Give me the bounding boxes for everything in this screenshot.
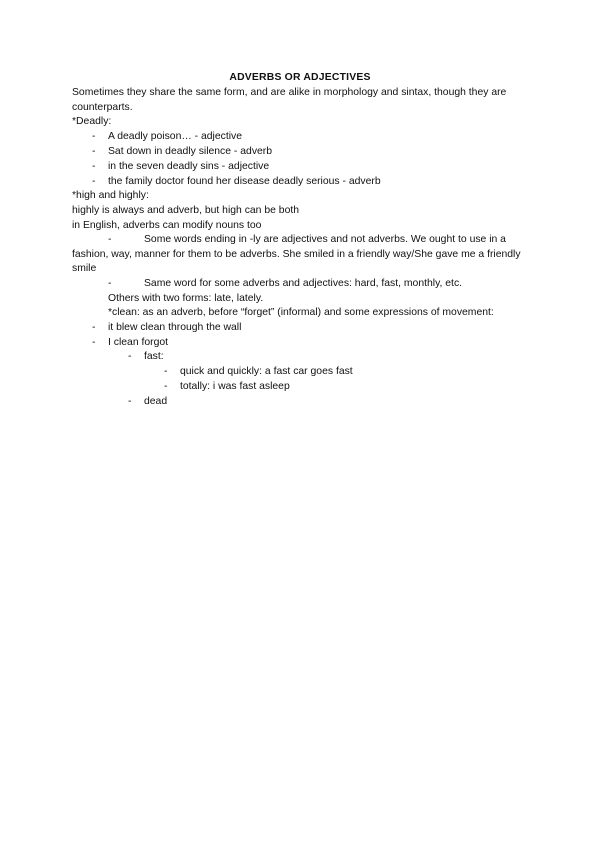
high-line-2: in English, adverbs can modify nouns too (72, 220, 262, 231)
bullet-dash: - (164, 366, 168, 377)
bullet-dash: - (92, 322, 96, 333)
deadly-item-4: the family doctor found her disease deadly serious - adverb (108, 176, 381, 187)
bullet-dash: - (108, 234, 112, 245)
intro-paragraph: Sometimes they share the same form, and are alike in morphology and sintax, though they are counterparts. (72, 87, 507, 113)
clean-heading: *clean: as an adverb, before “forget” (informal) and some expressions of movement: (108, 307, 494, 318)
fast-item-2: totally: i was fast asleep (180, 381, 290, 392)
bullet-dash: - (92, 176, 96, 187)
ly-paragraph: Some words ending in -ly are adjectives and not adverbs. We ought to use in a fashion, way, manner for them to be adverbs. She smiled in a friendly way/She gave me a friendly smile (72, 234, 521, 275)
two-forms-line: Others with two forms: late, lately. (108, 293, 264, 304)
high-line-1: highly is always and adverb, but high can be both (72, 205, 300, 216)
clean-item-2: I clean forgot (108, 337, 169, 348)
high-heading: *high and highly: (72, 190, 149, 201)
dead-label: dead (144, 396, 168, 407)
bullet-dash: - (92, 161, 96, 172)
deadly-item-1: A deadly poison… - adjective (108, 131, 243, 142)
document-title: ADVERBS OR ADJECTIVES (229, 72, 371, 83)
clean-item-1: it blew clean through the wall (108, 322, 242, 333)
deadly-item-2: Sat down in deadly silence - adverb (108, 146, 273, 157)
bullet-dash: - (108, 278, 112, 289)
bullet-dash: - (92, 337, 96, 348)
fast-label: fast: (144, 351, 164, 362)
bullet-dash: - (164, 381, 168, 392)
same-word-item: Same word for some adverbs and adjectives: hard, fast, monthly, etc. (144, 278, 463, 289)
deadly-item-3: in the seven deadly sins - adjective (108, 161, 270, 172)
bullet-dash: - (92, 131, 96, 142)
bullet-dash: - (92, 146, 96, 157)
deadly-heading: *Deadly: (72, 116, 112, 127)
bullet-dash: - (128, 351, 132, 362)
fast-item-1: quick and quickly: a fast car goes fast (180, 366, 353, 377)
bullet-dash: - (128, 396, 132, 407)
